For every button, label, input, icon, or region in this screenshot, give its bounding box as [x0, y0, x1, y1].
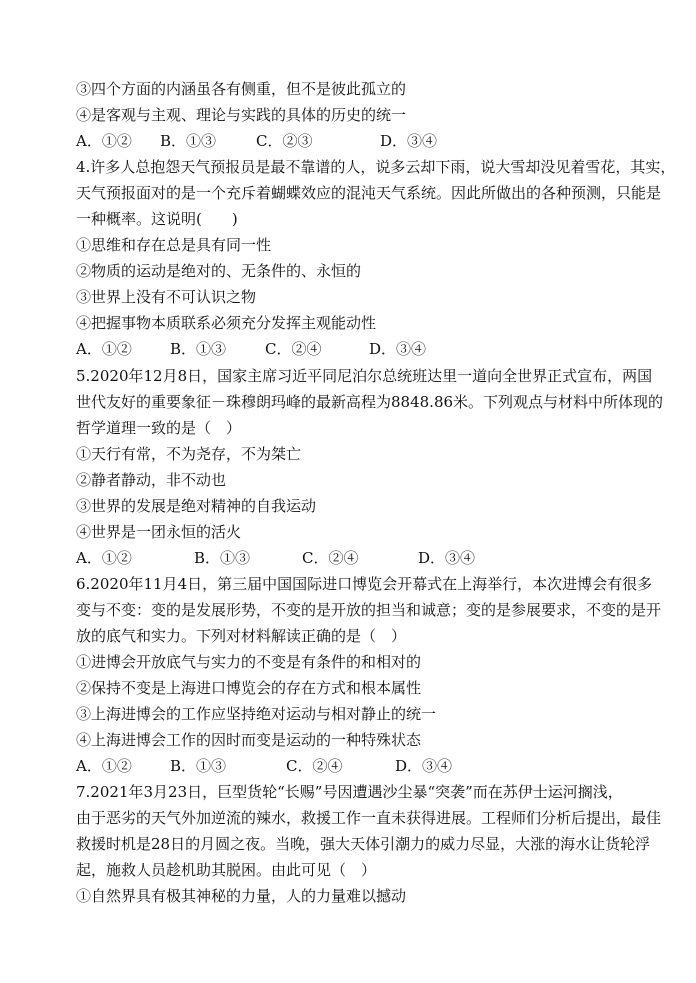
text-line: ④是客观与主观、理论与实践的具体的历史的统一	[76, 106, 407, 124]
option-b: B．①③	[160, 132, 217, 150]
statement-3: ③世界的发展是绝对精神的自我运动	[76, 497, 317, 515]
text-line: 由于恶劣的天气外加逆流的辣水，救援工作一直未获得进展。工程师们分析后提出，最佳	[76, 809, 662, 827]
option-d: D．③④	[418, 549, 476, 567]
text-line: 起，施救人员趁机助其脱困。由此可见（ ）	[76, 861, 377, 879]
statement-2: ②静者静动，非不动也	[76, 471, 227, 489]
statement-1: ①天行有常，不为尧存，不为桀亡	[76, 445, 302, 463]
option-d: D．③④	[369, 340, 427, 358]
text-line: 世代友好的重要象征－珠穆朗玛峰的最新高程为8848.86米。下列观点与材料中所体现的	[76, 393, 664, 411]
option-c: C．②④	[286, 757, 343, 775]
option-c: C．②④	[265, 340, 322, 358]
text-line: 放的底气和实力。下列对材料解读正确的是（ ）	[76, 627, 407, 645]
option-a: A．①②	[76, 340, 132, 358]
option-b: B．①③	[170, 340, 227, 358]
statement-1: ①思维和存在总是具有同一性	[76, 236, 272, 254]
text-line: 一种概率。这说明( )	[76, 210, 238, 228]
option-c: C．②④	[302, 549, 359, 567]
statement-1: ①自然界具有极其神秘的力量，人的力量难以撼动	[76, 887, 407, 905]
option-c: C．②③	[256, 132, 313, 150]
question-7-text: 7.2021年3月23日，巨型货轮“长赐”号因遭遇沙尘暴“突袭”而在苏伊士运河搁浅，	[76, 783, 623, 801]
option-b: B．①③	[194, 549, 251, 567]
option-a: A．①②	[76, 132, 132, 150]
text-line: 变与不变：变的是发展形势，不变的是开放的担当和诚意；变的是参展要求，不变的是开	[76, 601, 662, 619]
statement-1: ①进博会开放底气与实力的不变是有条件的和相对的	[76, 653, 422, 671]
text-line: 哲学道理一致的是（ ）	[76, 419, 242, 437]
text-line: ③四个方面的内涵虽各有侧重，但不是彼此孤立的	[76, 80, 407, 98]
statement-3: ③上海进博会的工作应坚持绝对运动与相对静止的统一	[76, 705, 437, 723]
statement-2: ②保持不变是上海进口博览会的存在方式和根本属性	[76, 679, 422, 697]
statement-3: ③世界上没有不可认识之物	[76, 288, 257, 306]
statement-2: ②物质的运动是绝对的、无条件的、永恒的	[76, 262, 362, 280]
option-a: A．①②	[76, 549, 132, 567]
option-d: D．③④	[395, 757, 453, 775]
question-4-text: 4.许多人总抱怨天气预报员是最不靠谱的人，说多云却下雨，说大雪却没见着雪花，其实，	[76, 158, 676, 176]
question-5-text: 5.2020年12月8日，国家主席习近平同尼泊尔总统班达里一道向全世界正式宣布，两国	[76, 367, 653, 385]
statement-4: ④上海进博会工作的因时而变是运动的一种特殊状态	[76, 731, 422, 749]
option-d: D．③④	[380, 132, 438, 150]
option-b: B．①③	[170, 757, 227, 775]
question-6-text: 6.2020年11月4日，第三届中国国际进口博览会开幕式在上海举行，本次进博会有很多	[76, 575, 653, 593]
option-a: A．①②	[76, 757, 132, 775]
text-line: 天气预报面对的是一个充斥着蝴蝶效应的混沌天气系统。因此所做出的各种预测，只能是	[76, 184, 662, 202]
statement-4: ④世界是一团永恒的活火	[76, 523, 242, 541]
statement-4: ④把握事物本质联系必须充分发挥主观能动性	[76, 314, 377, 332]
text-line: 救援时机是28日的月圆之夜。当晚，强大天体引潮力的威力尽显，大涨的海水让货轮浮	[76, 835, 651, 853]
